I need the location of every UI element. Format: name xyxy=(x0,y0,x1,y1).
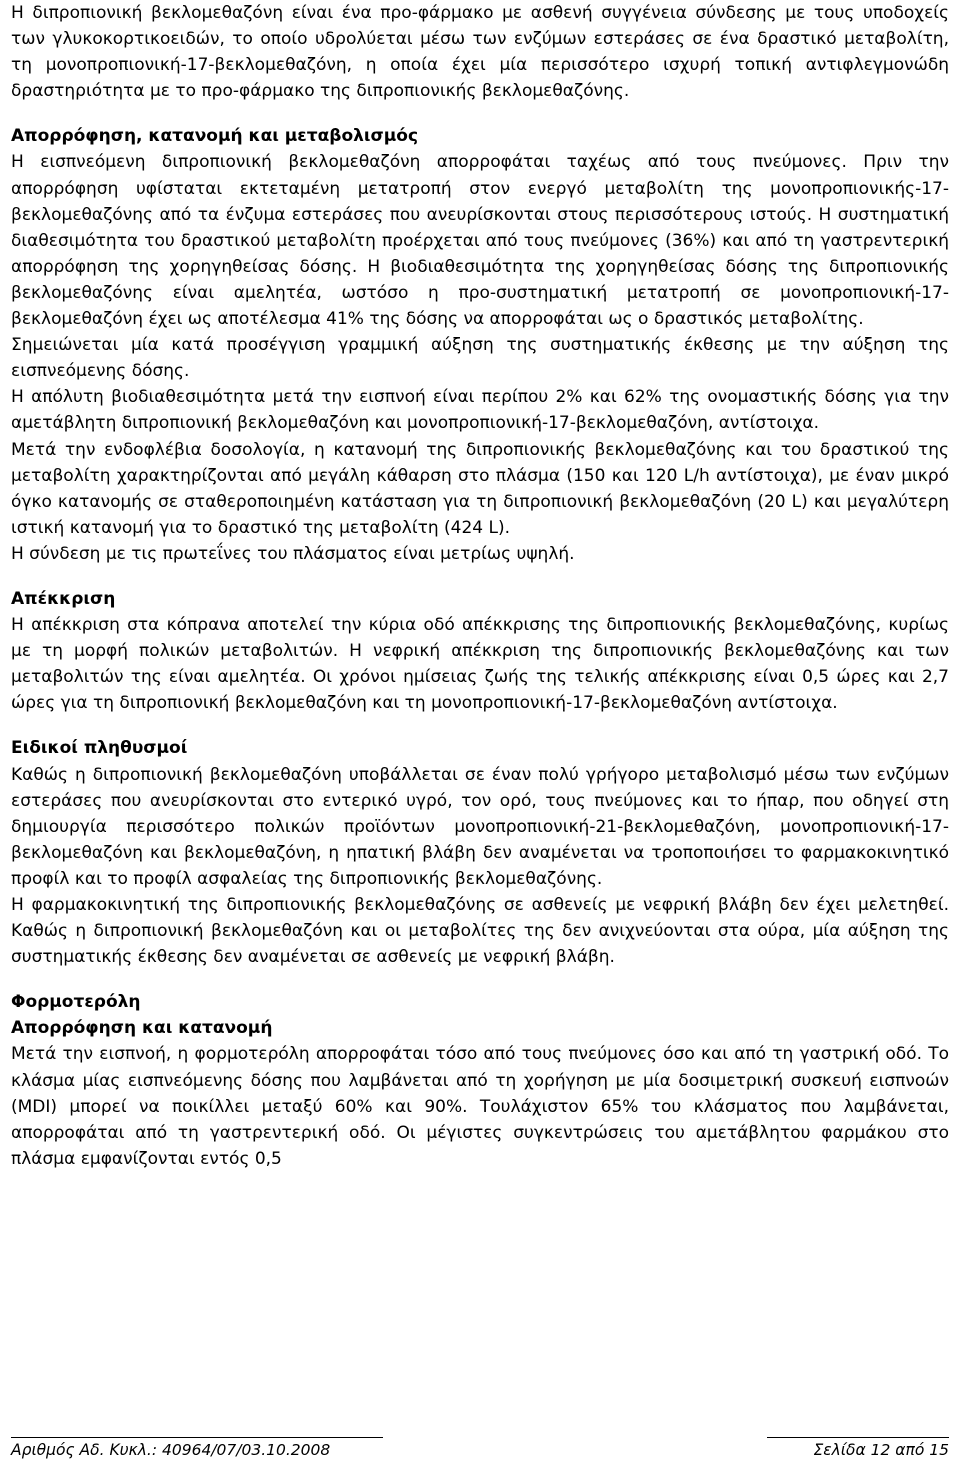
excretion-paragraph: Η απέκκριση στα κόπρανα αποτελεί την κύρια οδό απέκκρισης της διπροπιονικής βεκλομεθαζόνης, κυρίως με τη μορφή πολικών μεταβολιτών. Η νεφρική απέκκριση της διπροπιονικής βεκλομεθαζόνης και των μεταβολιτών της είναι αμελητέα. Οι χρόνοι ημίσειας ζωής της τελικής απέκκρισης είναι 0,5 ώρες και 2,7 ώρες για τη διπροπιονική βεκλομεθαζόνη και τη μονοπροπιονική-17-βεκλομεθαζόνη αντίστοιχα. xyxy=(11,615,949,714)
page-number: Σελίδα 12 από 15 xyxy=(813,1441,949,1459)
absorption-paragraph: Η απόλυτη βιοδιαθεσιμότητα μετά την εισπνοή είναι περίπου 2% και 62% της ονομαστικής δόσης για την αμετάβλητη διπροπιονική βεκλομεθαζόνη και μονοπροπιονική-17-βεκλομεθαζόνη, αντίστοιχα. xyxy=(11,387,949,434)
formoterol-subheading: Απορρόφηση και κατανομή xyxy=(11,1018,273,1039)
formoterol-paragraph: Μετά την εισπνοή, η φορμοτερόλη απορροφάται τόσο από τους πνεύμονες όσο και από τη γαστρική οδό. Το κλάσμα μίας εισπνεόμενης δόσης που λαμβάνεται από τη χορήγηση με μία δοσιμετρική συσκευή εισπνοών (MDI) μπορεί να ποικίλλει μεταξύ 60% και 90%. Τουλάχιστον 65% του κλάσματος που λαμβάνεται, απορροφάται από τη γαστρεντερική οδό. Οι μέγιστες συγκεντρώσεις του αμετάβλητου φαρμάκου στο πλάσμα εμφανίζονται εντός 0,5 xyxy=(11,1044,949,1169)
absorption-heading: Απορρόφηση, κατανομή και μεταβολισμός xyxy=(11,126,419,147)
document-page xyxy=(11,0,949,1472)
special-populations-paragraph: Η φαρμακοκινητική της διπροπιονικής βεκλομεθαζόνης σε ασθενείς με νεφρική βλάβη δεν έχει μελετηθεί. Καθώς η διπροπιονική βεκλομεθαζόνη και οι μεταβολίτες της δεν ανιχνεύονται στα ούρα, μία αύξηση της συστηματικής έκθεσης δεν αναμένεται σε ασθενείς με νεφρική βλάβη. xyxy=(11,895,949,968)
intro-paragraph: Η διπροπιονική βεκλομεθαζόνη είναι ένα προ-φάρμακο με ασθενή συγγένεια σύνδεσης με τους υποδοχείς των γλυκοκορτικοειδών, το οποίο υδρολύεται μέσω των ενζύμων εστεράσες σε ένα δραστικό μεταβολίτη, τη μονοπροπιονική-17-βεκλομεθαζόνη, η οποία έχει μία περισσότερο ισχυρή τοπική αντιφλεγμονώδη δραστηριότητα με το προ-φάρμακο της διπροπιονικής βεκλομεθαζόνης. xyxy=(11,3,949,102)
special-populations-paragraph: Καθώς η διπροπιονική βεκλομεθαζόνη υποβάλλεται σε έναν πολύ γρήγορο μεταβολισμό μέσω των ενζύμων εστεράσες που ανευρίσκονται στο εντερικό υγρό, τον ορό, τους πνεύμονες και το ήπαρ, που οδηγεί στη δημιουργία περισσότερο πολικών προϊόντων μονοπροπιονική-21-βεκλομεθαζόνη, μονοπροπιονική-17-βεκλομεθαζόνη και βεκλομεθαζόνη, η ηπατική βλάβη δεν αναμένεται να τροποποιήσει το φαρμακοκινητικό προφίλ και το προφίλ ασφαλείας της διπροπιονικής βεκλομεθαζόνης. xyxy=(11,764,949,889)
absorption-paragraph: Σημειώνεται μία κατά προσέγγιση γραμμική αύξηση της συστηματικής έκθεσης με την αύξηση της εισπνεόμενης δόσης. xyxy=(11,335,949,382)
footer-rule-right xyxy=(767,1437,949,1438)
excretion-heading: Απέκκριση xyxy=(11,588,116,609)
formoterol-heading: Φορμοτερόλη xyxy=(11,992,141,1013)
footer-rule-left xyxy=(11,1437,383,1438)
special-populations-heading: Ειδικοί πληθυσμοί xyxy=(11,738,188,759)
page-footer xyxy=(11,1441,949,1467)
absorption-paragraph: Η εισπνεόμενη διπροπιονική βεκλομεθαζόνη απορροφάται ταχέως από τους πνεύμονες. Πριν την απορρόφηση υφίσταται εκτεταμένη μετατροπή στον ενεργό μεταβολίτη της μονοπροπιονικής-17-βεκλομεθαζόνης από τα ένζυμα εστεράσες που ανευρίσκονται στους περισσότερους ιστούς. Η συστηματική διαθεσιμότητα του δραστικού μεταβολίτη προέρχεται από τους πνεύμονες (36%) και από τη γαστρεντερική απορρόφηση της χορηγηθείσας δόσης. Η βιοδιαθεσιμότητα της χορηγηθείσας δόσης της διπροπιονικής βεκλομεθαζόνης είναι αμελητέα, ωστόσο η προ-συστηματική μετατροπή σε μονοπροπιονική-17-βεκλομεθαζόνη έχει ως αποτέλεσμα 41% της δόσης να απορροφάται ως ο δραστικός μεταβολίτης. xyxy=(11,152,949,330)
license-number: Αριθμός Αδ. Κυκλ.: 40964/07/03.10.2008 xyxy=(11,1441,331,1459)
absorption-paragraph: Μετά την ενδοφλέβια δοσολογία, η κατανομή της διπροπιονικής βεκλομεθαζόνης και του δραστικού της μεταβολίτη χαρακτηρίζονται από μεγάλη κάθαρση στο πλάσμα (150 και 120 L/h αντίστοιχα), με έναν μικρό όγκο κατανομής σε σταθεροποιημένη κατάσταση για τη διπροπιονική βεκλομεθαζόνη (20 L) και μεγαλύτερη ιστική κατανομή για το δραστικό της μεταβολίτη (424 L). xyxy=(11,439,949,538)
absorption-paragraph: Η σύνδεση με τις πρωτεΐνες του πλάσματος είναι μετρίως υψηλή. xyxy=(11,543,575,564)
